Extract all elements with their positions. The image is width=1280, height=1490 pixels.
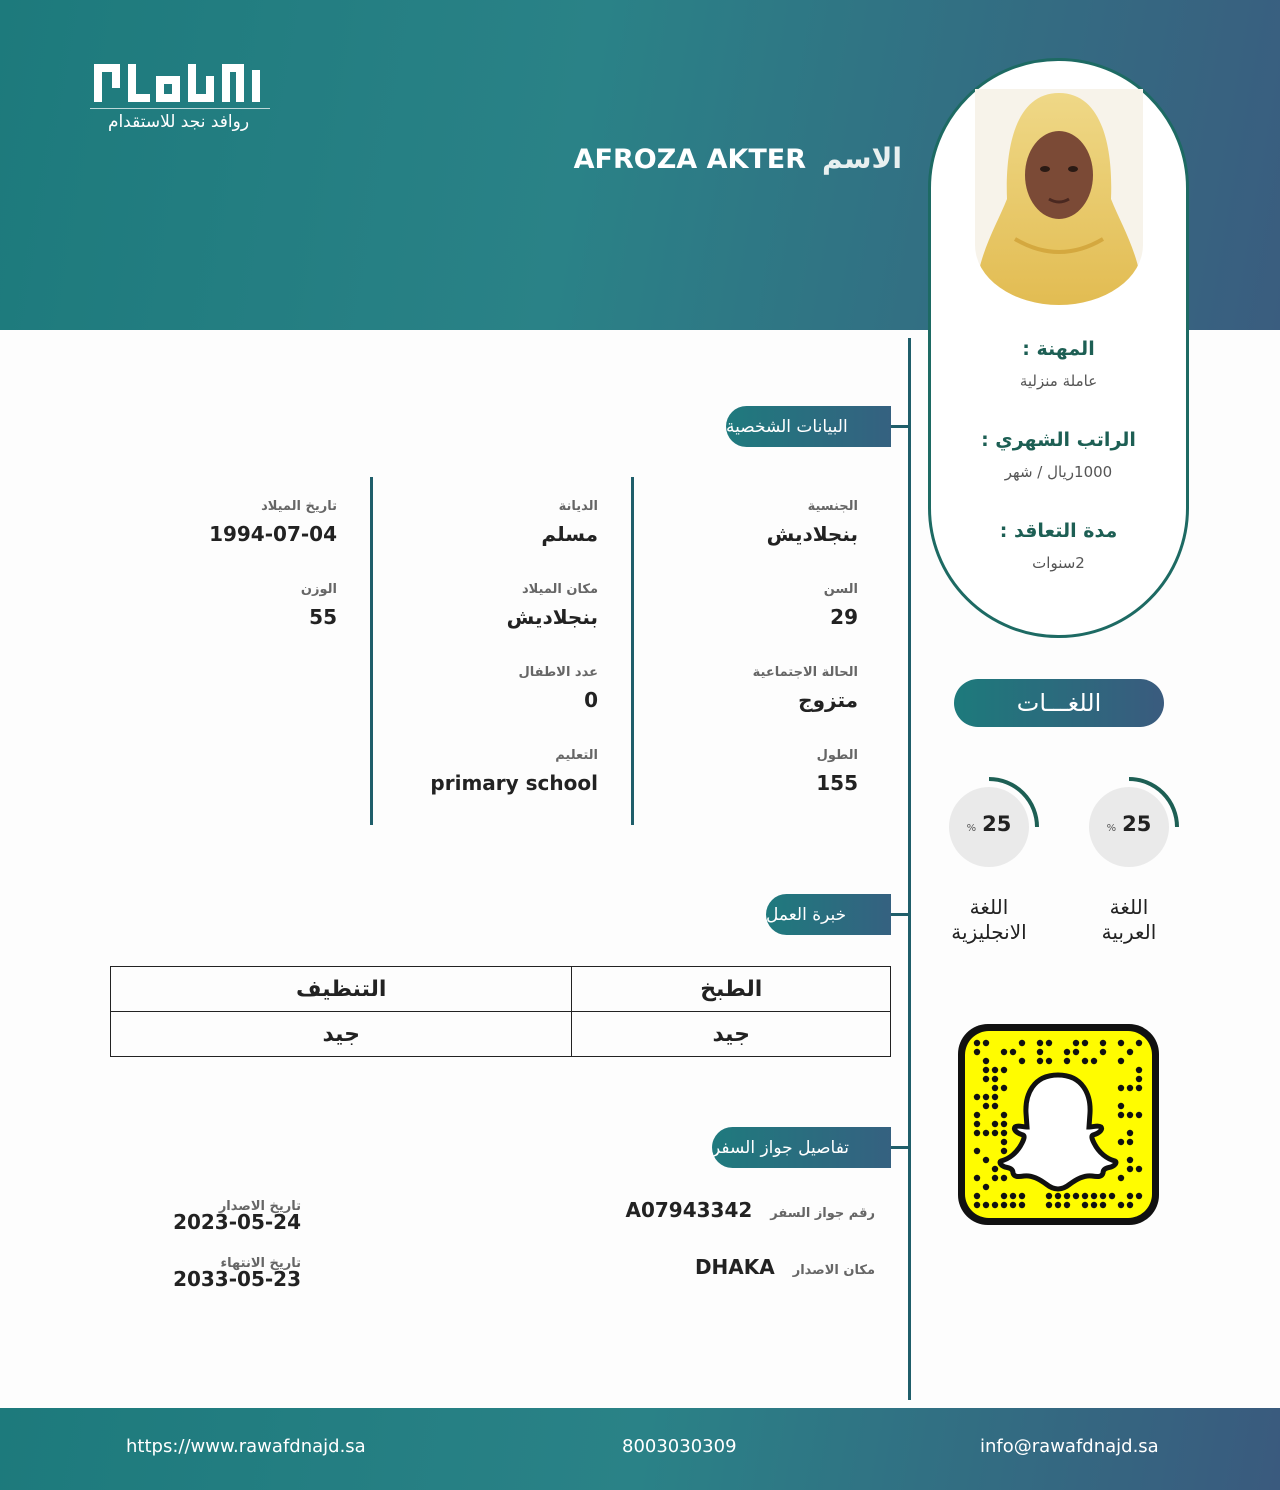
candidate-name-row [574,142,902,175]
snapcode[interactable] [958,1024,1159,1225]
religion-value: مسلم [541,522,598,546]
language-label-line1: اللغة [969,895,1009,919]
candidate-name: AFROZA AKTER [573,144,807,175]
children-value: 0 [584,688,598,712]
education-label: التعليم [555,748,598,763]
religion-label: الديانة [558,499,598,514]
language-label-line2: العربية [1101,920,1157,944]
snapcode-background [965,1031,1152,1218]
pill-connector [891,913,909,916]
dob-field [97,499,337,546]
section-personal-pill: البيانات الشخصية [726,406,891,447]
passport-place-value: DHAKA [694,1255,775,1279]
education-field [358,748,598,795]
passport-place-label: مكان الاصدار [792,1263,875,1278]
brand-logo [86,60,271,135]
language-label-line2: الانجليزية [951,920,1027,944]
contract-value: 2سنوات [1032,554,1085,572]
dob-label: تاريخ الميلاد [261,499,337,514]
logo-tagline: روافد نجد للاستقدام [107,112,250,132]
salary-field [931,429,1186,481]
profession-value: عاملة منزلية [1019,372,1098,390]
english-language-label [929,895,1049,945]
children-field [358,665,598,712]
gauge-value [1081,812,1177,836]
gauge-value [941,812,1037,836]
contract-field [931,520,1186,572]
contract-label: مدة التعاقد : [999,520,1118,542]
dob-value: 1994-07-04 [209,522,337,546]
age-field [618,582,858,629]
religion-field [358,499,598,546]
profession-field [931,338,1186,390]
section-passport-pill: تفاصيل جواز السفر [712,1127,891,1168]
arabic-language-label [1069,895,1189,945]
table-header-cell: التنظيف [111,967,572,1012]
age-label: السن [823,582,858,597]
name-label: الاسم [822,142,902,175]
vertical-divider [908,338,911,1400]
footer-website[interactable]: https://www.rawafdnajd.sa [126,1436,366,1457]
marital-field [618,665,858,712]
salary-value: 1000ريال / شهر [1004,463,1113,481]
english-language-gauge [947,777,1043,873]
passport-issue-value: 2023-05-24 [173,1210,301,1234]
logo-mark-icon [92,60,267,106]
marital-label: الحالة الاجتماعية [752,665,858,680]
passport-issue-field [173,1199,301,1234]
passport-number-value: A07943342 [625,1198,753,1222]
candidate-photo [975,89,1143,305]
weight-field [97,582,337,629]
nationality-label: الجنسية [807,499,858,514]
birthplace-field [358,582,598,629]
footer-email[interactable]: info@rawafdnajd.sa [980,1436,1159,1457]
ghost-icon [1000,1075,1116,1189]
logo-divider [90,108,270,109]
experience-table [110,966,891,1057]
passport-expiry-field [173,1256,301,1291]
height-field [618,748,858,795]
height-label: الطول [816,748,858,763]
nationality-value: بنجلاديش [766,522,858,546]
height-value: 155 [816,771,858,795]
education-value: primary school [430,771,598,795]
profile-card [928,58,1189,638]
percent-symbol: % [966,823,977,834]
table-row [111,967,891,1012]
gauge-number: 25 [982,812,1012,836]
passport-number-row [625,1198,875,1222]
passport-number-label: رقم جواز السفر [770,1206,875,1221]
passport-place-row [695,1255,875,1279]
footer-phone[interactable]: 8003030309 [622,1436,737,1457]
passport-issue-label: تاريخ الاصدار [218,1199,301,1214]
pill-connector [891,425,909,428]
profession-label: المهنة : [1022,338,1095,360]
section-experience-pill: خبرة العمل [766,894,891,935]
percent-symbol: % [1106,823,1117,834]
passport-expiry-label: تاريخ الانتهاء [220,1256,301,1271]
weight-value: 55 [309,605,337,629]
gauge-number: 25 [1122,812,1152,836]
salary-label: الراتب الشهري : [981,429,1136,451]
nationality-field [618,499,858,546]
section-languages-pill: اللغـــات [954,679,1164,727]
pill-connector [891,1146,909,1149]
table-cell: جيد [111,1012,572,1057]
table-row [111,1012,891,1057]
weight-label: الوزن [300,582,337,597]
table-header-cell: الطبخ [572,967,891,1012]
children-label: عدد الاطفال [518,665,598,680]
snapcode-dots [965,1031,1152,1218]
age-value: 29 [830,605,858,629]
birthplace-value: بنجلاديش [506,605,598,629]
arabic-language-gauge [1087,777,1183,873]
birthplace-label: مكان الميلاد [521,582,598,597]
marital-value: متزوج [798,688,858,712]
passport-expiry-value: 2033-05-23 [173,1267,301,1291]
table-cell: جيد [572,1012,891,1057]
language-label-line1: اللغة [1109,895,1149,919]
